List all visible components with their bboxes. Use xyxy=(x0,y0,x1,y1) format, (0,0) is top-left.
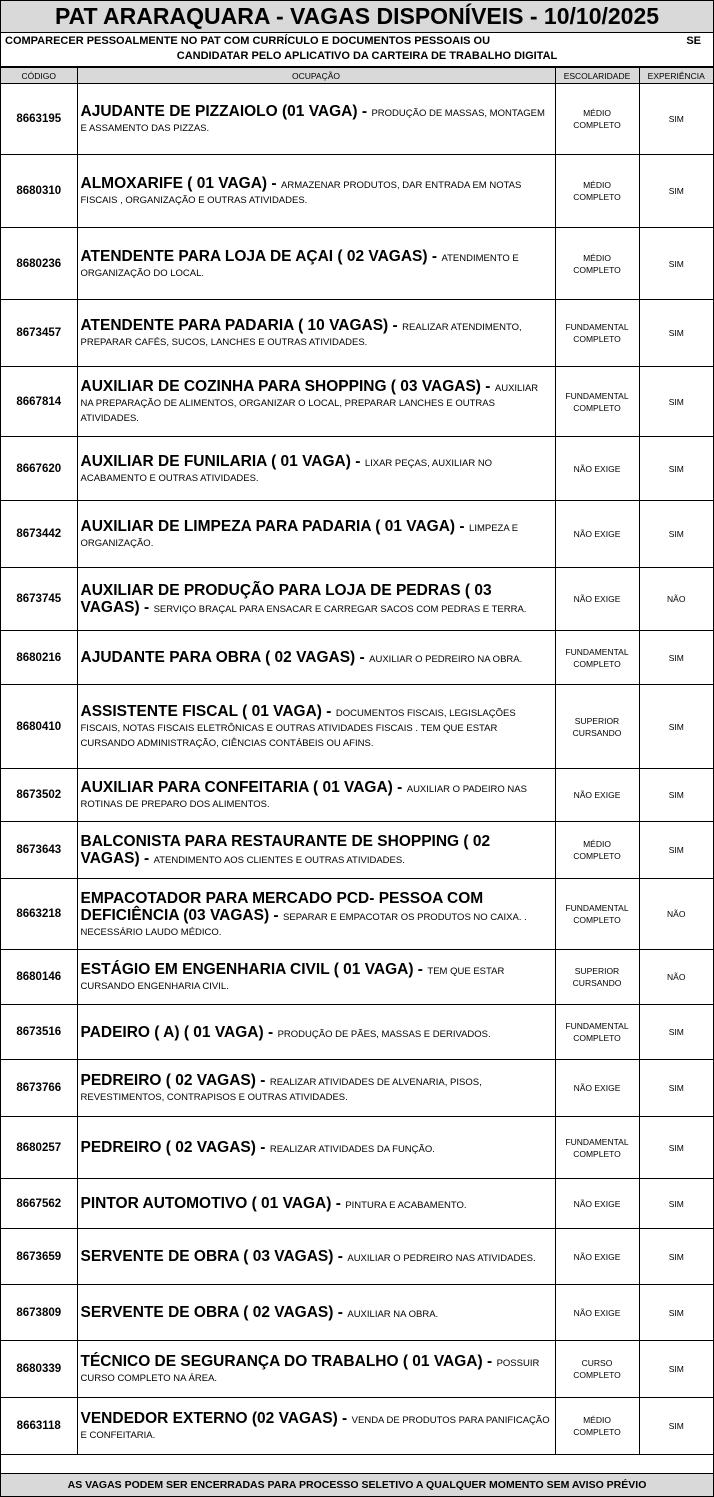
job-experience: SIM xyxy=(639,685,713,769)
job-experience: SIM xyxy=(639,228,713,300)
job-schooling: NÃO EXIGE xyxy=(555,1285,639,1341)
job-title: PEDREIRO ( 02 VAGAS) - xyxy=(80,1072,266,1089)
job-code: 8680339 xyxy=(1,1341,77,1398)
job-schooling: MÉDIO COMPLETO xyxy=(555,155,639,228)
job-title: AUXILIAR DE LIMPEZA PARA PADARIA ( 01 VAGA) - xyxy=(80,518,465,535)
job-description: PRODUÇÃO DE MASSAS, MONTAGEM E ASSAMENTO DAS PIZZAS. xyxy=(80,108,545,134)
table-row xyxy=(1,950,713,1005)
job-schooling: FUNDAMENTAL COMPLETO xyxy=(555,1005,639,1060)
job-occupation xyxy=(77,631,555,685)
job-experience: SIM xyxy=(639,822,713,879)
job-description: AUXILIAR O PEDREIRO NAS ATIVIDADES. xyxy=(347,1253,536,1264)
job-occupation xyxy=(77,1341,555,1398)
job-description: AUXILIAR O PEDREIRO NA OBRA. xyxy=(369,654,523,665)
job-description: ARMAZENAR PRODUTOS, DAR ENTRADA EM NOTAS FISCAIS , ORGANIZAÇÃO E OUTRAS ATIVIDADES. xyxy=(80,180,522,206)
table-row xyxy=(1,1285,713,1341)
job-occupation xyxy=(77,1005,555,1060)
job-schooling: SUPERIOR CURSANDO xyxy=(555,685,639,769)
job-experience: SIM xyxy=(639,155,713,228)
job-schooling: NÃO EXIGE xyxy=(555,1179,639,1229)
job-code: 8673442 xyxy=(1,501,77,568)
job-occupation xyxy=(77,501,555,568)
table-row xyxy=(1,1341,713,1398)
job-occupation xyxy=(77,822,555,879)
table-row xyxy=(1,1005,713,1060)
job-code: 8673809 xyxy=(1,1285,77,1341)
job-occupation xyxy=(77,769,555,822)
job-experience: SIM xyxy=(639,631,713,685)
table-row xyxy=(1,631,713,685)
job-code: 8673516 xyxy=(1,1005,77,1060)
table-row xyxy=(1,685,713,769)
job-schooling: MÉDIO COMPLETO xyxy=(555,84,639,155)
job-occupation xyxy=(77,1398,555,1455)
job-code: 8667620 xyxy=(1,437,77,501)
page-title: PAT ARARAQUARA - VAGAS DISPONÍVEIS - 10/10/2025 xyxy=(1,1,713,33)
table-row xyxy=(1,1060,713,1117)
job-code: 8663218 xyxy=(1,879,77,950)
job-description: REALIZAR ATIVIDADES DA FUNÇÃO. xyxy=(269,1144,435,1155)
job-experience: SIM xyxy=(639,84,713,155)
table-row xyxy=(1,879,713,950)
table-row xyxy=(1,300,713,367)
table-row xyxy=(1,228,713,300)
job-schooling: FUNDAMENTAL COMPLETO xyxy=(555,879,639,950)
job-code: 8663195 xyxy=(1,84,77,155)
job-code: 8680257 xyxy=(1,1117,77,1179)
job-occupation xyxy=(77,1285,555,1341)
job-title: AUXILIAR DE PRODUÇÃO PARA LOJA DE PEDRAS ( 03 VAGAS) - xyxy=(80,582,492,616)
job-description: AUXILIAR O PADEIRO NAS ROTINAS DE PREPARO DOS ALIMENTOS. xyxy=(80,784,527,810)
job-description: REALIZAR ATIVIDADES DE ALVENARIA, PISOS, REVESTIMENTOS, CONTRAPISOS E OUTRAS ATIVIDADES. xyxy=(80,1077,482,1103)
job-occupation xyxy=(77,1229,555,1285)
table-row xyxy=(1,1117,713,1179)
job-code: 8680310 xyxy=(1,155,77,228)
job-experience: SIM xyxy=(639,1179,713,1229)
table-row xyxy=(1,1398,713,1455)
table-row xyxy=(1,501,713,568)
job-description: AUXILIAR NA PREPARAÇÃO DE ALIMENTOS, ORGANIZAR O LOCAL, PREPARAR LANCHES E OUTRAS ATIVIDADES. xyxy=(80,383,539,424)
job-schooling: MÉDIO COMPLETO xyxy=(555,1398,639,1455)
job-experience: SIM xyxy=(639,501,713,568)
job-schooling: NÃO EXIGE xyxy=(555,1229,639,1285)
job-description: DOCUMENTOS FISCAIS, LEGISLAÇÕES FISCAIS, NOTAS FISCAIS ELETRÔNICAS E OUTRAS ATIVIDADES FISCAIS . TEM QUE ESTAR CURSANDO ADMINISTRAÇÃO, CIÊNCIAS CONTÁBEIS OU AFINS. xyxy=(80,708,516,749)
job-schooling: NÃO EXIGE xyxy=(555,568,639,631)
job-title: VENDEDOR EXTERNO (02 VAGAS) - xyxy=(80,1410,348,1427)
job-occupation xyxy=(77,84,555,155)
job-title: AUXILIAR DE COZINHA PARA SHOPPING ( 03 VAGAS) - xyxy=(80,378,491,395)
job-experience: SIM xyxy=(639,1285,713,1341)
job-occupation xyxy=(77,685,555,769)
job-description: LIXAR PEÇAS, AUXILIAR NO ACABAMENTO E OUTRAS ATIVIDADES. xyxy=(80,457,493,484)
job-description: SERVIÇO BRAÇAL PARA ENSACAR E CARREGAR SACOS COM PEDRAS E TERRA. xyxy=(153,604,527,615)
job-title: AJUDANTE PARA OBRA ( 02 VAGAS) - xyxy=(80,649,365,666)
job-schooling: FUNDAMENTAL COMPLETO xyxy=(555,300,639,367)
job-title: ESTÁGIO EM ENGENHARIA CIVIL ( 01 VAGA) - xyxy=(80,961,423,978)
job-code: 8673502 xyxy=(1,769,77,822)
job-description: ATENDIMENTO E ORGANIZAÇÃO DO LOCAL. xyxy=(80,252,519,279)
job-schooling: MÉDIO COMPLETO xyxy=(555,822,639,879)
job-code: 8680410 xyxy=(1,685,77,769)
job-description: TEM QUE ESTAR CURSANDO ENGENHARIA CIVIL. xyxy=(80,966,505,992)
table-row xyxy=(1,568,713,631)
job-title: BALCONISTA PARA RESTAURANTE DE SHOPPING ( 02 VAGAS) - xyxy=(80,833,491,867)
job-experience: SIM xyxy=(639,1005,713,1060)
job-schooling: NÃO EXIGE xyxy=(555,1060,639,1117)
instructions-line-1: COMPARECER PESSOALMENTE NO PAT COM CURRÍCULO E DOCUMENTOS PESSOAIS OU xyxy=(5,35,491,47)
job-code: 8667814 xyxy=(1,367,77,437)
job-title: EMPACOTADOR PARA MERCADO PCD- PESSOA COM DEFICIÊNCIA (03 VAGAS) - xyxy=(80,889,484,924)
table-row xyxy=(1,437,713,501)
job-title: PADEIRO ( A) ( 01 VAGA) - xyxy=(80,1023,274,1041)
job-code: 8680146 xyxy=(1,950,77,1005)
job-code: 8663118 xyxy=(1,1398,77,1455)
job-schooling: NÃO EXIGE xyxy=(555,501,639,568)
instructions xyxy=(1,33,713,67)
job-code: 8673659 xyxy=(1,1229,77,1285)
job-description: ATENDIMENTO AOS CLIENTES E OUTRAS ATIVIDADES. xyxy=(153,855,405,866)
job-code: 8673745 xyxy=(1,568,77,631)
job-experience: SIM xyxy=(639,1117,713,1179)
job-experience: SIM xyxy=(639,1060,713,1117)
job-title: SERVENTE DE OBRA ( 03 VAGAS) - xyxy=(80,1248,343,1265)
job-schooling: CURSO COMPLETO xyxy=(555,1341,639,1398)
job-description: AUXILIAR NA OBRA. xyxy=(347,1309,439,1320)
job-schooling: MÉDIO COMPLETO xyxy=(555,228,639,300)
column-header-occupation: OCUPAÇÃO xyxy=(77,68,555,84)
column-header-schooling: ESCOLARIDADE xyxy=(555,68,639,84)
job-description: SEPARAR E EMPACOTAR OS PRODUTOS NO CAIXA. . NECESSÁRIO LAUDO MÉDICO. xyxy=(80,911,527,938)
job-schooling: FUNDAMENTAL COMPLETO xyxy=(555,1117,639,1179)
job-experience: SIM xyxy=(639,1341,713,1398)
job-occupation xyxy=(77,568,555,631)
table-header-row xyxy=(1,68,713,84)
job-code: 8673457 xyxy=(1,300,77,367)
job-title: AJUDANTE DE PIZZAIOLO (01 VAGA) - xyxy=(80,103,367,120)
jobs-table xyxy=(1,67,713,1455)
job-code: 8680236 xyxy=(1,228,77,300)
job-title: ALMOXARIFE ( 01 VAGA) - xyxy=(80,175,277,192)
job-experience: NÃO xyxy=(639,568,713,631)
table-row xyxy=(1,84,713,155)
column-header-code: CÓDIGO xyxy=(1,68,77,84)
job-occupation xyxy=(77,879,555,950)
job-code: 8680216 xyxy=(1,631,77,685)
job-description: LIMPEZA E ORGANIZAÇÃO. xyxy=(80,523,519,549)
job-occupation xyxy=(77,300,555,367)
job-occupation xyxy=(77,367,555,437)
job-code: 8673643 xyxy=(1,822,77,879)
job-title: ASSISTENTE FISCAL ( 01 VAGA) - xyxy=(80,703,332,720)
table-row xyxy=(1,1179,713,1229)
job-title: PEDREIRO ( 02 VAGAS) - xyxy=(80,1139,266,1156)
job-title: ATENDENTE PARA LOJA DE AÇAI ( 02 VAGAS) - xyxy=(80,247,438,265)
job-description: POSSUIR CURSO COMPLETO NA ÁREA. xyxy=(80,1358,540,1384)
job-experience: SIM xyxy=(639,300,713,367)
job-occupation xyxy=(77,437,555,501)
instructions-line-1-right: SE xyxy=(686,35,701,47)
job-experience: SIM xyxy=(639,437,713,501)
job-experience: SIM xyxy=(639,1398,713,1455)
job-occupation xyxy=(77,228,555,300)
job-title: PINTOR AUTOMOTIVO ( 01 VAGA) - xyxy=(80,1195,341,1212)
job-experience: SIM xyxy=(639,1229,713,1285)
job-experience: NÃO xyxy=(639,950,713,1005)
table-row xyxy=(1,769,713,822)
job-schooling: NÃO EXIGE xyxy=(555,769,639,822)
table-row xyxy=(1,155,713,228)
job-description: VENDA DE PRODUTOS PARA PANIFICAÇÃO E CONFEITARIA. xyxy=(80,1415,550,1441)
job-title: ATENDENTE PARA PADARIA ( 10 VAGAS) - xyxy=(80,317,398,334)
footer-notice: AS VAGAS PODEM SER ENCERRADAS PARA PROCESSO SELETIVO A QUALQUER MOMENTO SEM AVISO PRÉVIO xyxy=(1,1473,713,1496)
job-schooling: FUNDAMENTAL COMPLETO xyxy=(555,367,639,437)
job-experience: NÃO xyxy=(639,879,713,950)
job-experience: SIM xyxy=(639,769,713,822)
job-occupation xyxy=(77,1179,555,1229)
job-code: 8667562 xyxy=(1,1179,77,1229)
instructions-line-2: CANDIDATAR PELO APLICATIVO DA CARTEIRA DE TRABALHO DIGITAL xyxy=(176,50,558,62)
table-row xyxy=(1,822,713,879)
job-occupation xyxy=(77,155,555,228)
job-experience: SIM xyxy=(639,367,713,437)
table-row xyxy=(1,1229,713,1285)
job-description: PINTURA E ACABAMENTO. xyxy=(345,1200,467,1211)
job-schooling: SUPERIOR CURSANDO xyxy=(555,950,639,1005)
job-title: SERVENTE DE OBRA ( 02 VAGAS) - xyxy=(80,1304,343,1321)
job-description: PRODUÇÃO DE PÃES, MASSAS E DERIVADOS. xyxy=(277,1028,491,1040)
table-row xyxy=(1,367,713,437)
job-title: TÉCNICO DE SEGURANÇA DO TRABALHO ( 01 VAGA) - xyxy=(80,1353,493,1370)
job-title: AUXILIAR DE FUNILARIA ( 01 VAGA) - xyxy=(80,452,361,470)
job-title: AUXILIAR PARA CONFEITARIA ( 01 VAGA) - xyxy=(80,779,403,796)
job-description: REALIZAR ATENDIMENTO, PREPARAR CAFÉS, SUCOS, LANCHES E OUTRAS ATIVIDADES. xyxy=(80,322,522,348)
job-occupation xyxy=(77,1117,555,1179)
job-occupation xyxy=(77,950,555,1005)
job-schooling: FUNDAMENTAL COMPLETO xyxy=(555,631,639,685)
job-occupation xyxy=(77,1060,555,1117)
column-header-experience: EXPERIÊNCIA xyxy=(639,68,713,84)
job-code: 8673766 xyxy=(1,1060,77,1117)
job-schooling: NÃO EXIGE xyxy=(555,437,639,501)
